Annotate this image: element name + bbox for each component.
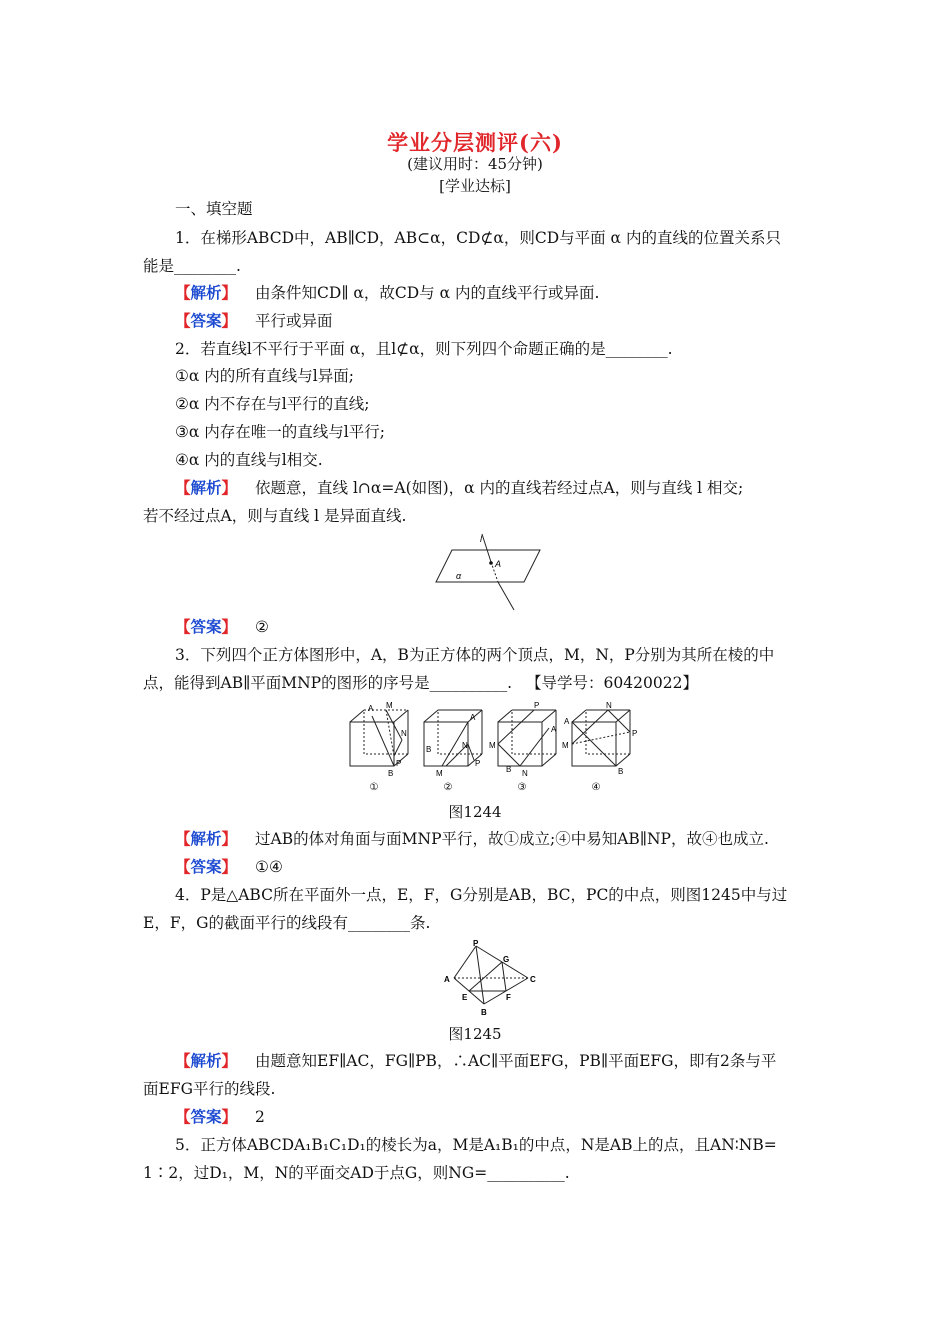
- part-heading: 一、填空题: [175, 200, 253, 218]
- label-a: A: [495, 559, 502, 569]
- q1-answer-text: 平行或异面: [255, 312, 333, 330]
- recommended-time: (建议用时：45分钟): [407, 155, 543, 173]
- q2-option-3: ③α 内存在唯一的直线与l平行;: [175, 423, 385, 441]
- label-l: l: [480, 534, 482, 544]
- cube-number-4: ④: [591, 782, 601, 793]
- q2-analysis-text-1: 依题意，直线 l∩α=A(如图)，α 内的直线若经过点A，则与直线 l 相交;: [255, 479, 744, 497]
- svg-text:M: M: [386, 701, 393, 710]
- figure-caption-1245: 图1245: [448, 1025, 502, 1043]
- label-alpha: α: [456, 571, 462, 581]
- svg-text:B: B: [426, 745, 432, 754]
- cube-figure-2: [424, 710, 482, 778]
- analysis-label: 【解析】: [175, 478, 238, 497]
- q2-analysis: [175, 478, 743, 498]
- label-b: B: [481, 1008, 487, 1017]
- q4-text-line2: E，F，G的截面平行的线段有________条.: [143, 914, 431, 932]
- cube-figure-1: [350, 701, 408, 778]
- q5-text-line2: 1∶2，过D₁，M，N的平面交AD于点G，则NG=__________.: [143, 1164, 570, 1182]
- answer-label: 【答案】: [175, 617, 238, 636]
- svg-text:P: P: [396, 759, 402, 768]
- svg-text:N: N: [462, 741, 468, 750]
- q4-analysis-text-1: 由题意知EF∥AC，FG∥PB，∴AC∥平面EFG，PB∥平面EFG，即有2条与平: [255, 1052, 777, 1070]
- q4-answer-text: 2: [255, 1108, 265, 1126]
- q4-analysis: [175, 1051, 776, 1071]
- label-a: A: [444, 975, 450, 984]
- point-a: [489, 561, 493, 565]
- label-c: C: [530, 975, 536, 984]
- q4-text-line1: 4．P是△ABC所在平面外一点，E，F，G分别是AB，BC，PC的中点，则图1245中与过: [175, 886, 788, 904]
- svg-text:N: N: [606, 701, 612, 710]
- cube-figure-4: [562, 701, 637, 776]
- q2-option-1: ①α 内的所有直线与l异面;: [175, 367, 354, 385]
- answer-label: 【答案】: [175, 311, 238, 330]
- svg-text:N: N: [522, 769, 528, 778]
- cube-number-1: ①: [369, 782, 379, 793]
- q3-guide-number: 【导学号：60420022】: [526, 674, 698, 692]
- q2-answer-text: ②: [255, 618, 269, 636]
- q1-answer: [175, 311, 333, 331]
- svg-text:M: M: [489, 741, 496, 750]
- svg-text:A: A: [564, 717, 570, 726]
- q4-analysis-text-2: 面EFG平行的线段.: [143, 1080, 276, 1098]
- svg-text:A: A: [551, 725, 557, 734]
- cube-number-3: ③: [517, 782, 527, 793]
- tetrahedron-figure: [440, 938, 544, 1018]
- line-l-upper: [482, 534, 491, 562]
- section-label: [学业达标]: [439, 177, 511, 195]
- page-title: 学业分层测评(六): [387, 130, 563, 155]
- q4-answer: [175, 1107, 265, 1127]
- svg-text:B: B: [506, 765, 512, 774]
- q2-answer: [175, 617, 269, 637]
- q1-text-line2: 能是________.: [143, 257, 241, 275]
- svg-text:M: M: [436, 769, 443, 778]
- q1-analysis: [175, 283, 599, 303]
- analysis-label: 【解析】: [175, 283, 238, 302]
- q3-analysis-text: 过AB的体对角面与面MNP平行，故①成立;④中易知AB∥NP，故④也成立.: [255, 830, 769, 848]
- analysis-label: 【解析】: [175, 829, 238, 848]
- svg-text:N: N: [401, 729, 407, 738]
- q3-text-line2-main: 点，能得到AB∥平面MNP的图形的序号是__________.: [143, 674, 513, 692]
- svg-text:B: B: [388, 769, 394, 778]
- q3-answer-text: ①④: [255, 858, 283, 876]
- q2-text: 2．若直线l不平行于平面 α，且l⊄α，则下列四个命题正确的是________.: [175, 340, 673, 358]
- q2-option-2: ②α 内不存在与l平行的直线;: [175, 395, 370, 413]
- q1-analysis-text: 由条件知CD∥ α，故CD与 α 内的直线平行或异面.: [255, 284, 600, 302]
- answer-label: 【答案】: [175, 857, 238, 876]
- analysis-label: 【解析】: [175, 1051, 238, 1070]
- label-e: E: [462, 993, 468, 1002]
- line-l-lower: [498, 582, 514, 610]
- svg-text:M: M: [562, 741, 569, 750]
- label-f: F: [506, 993, 511, 1002]
- cube-figure-3: [489, 701, 557, 778]
- figure-caption-1244: 图1244: [448, 803, 502, 821]
- plane-alpha: [436, 550, 540, 582]
- label-p: P: [473, 939, 479, 948]
- svg-text:A: A: [368, 704, 374, 713]
- q3-answer: [175, 857, 283, 877]
- q2-option-4: ④α 内的直线与l相交.: [175, 451, 323, 469]
- q2-analysis-text-2: 若不经过点A，则与直线 l 是异面直线.: [143, 507, 407, 525]
- svg-text:P: P: [534, 701, 540, 710]
- svg-text:P: P: [475, 759, 481, 768]
- cube-figures: [344, 700, 644, 794]
- label-g: G: [503, 955, 510, 964]
- q3-text-line1: 3．下列四个正方体图形中，A，B为正方体的两个顶点，M，N，P分别为其所在棱的中: [175, 646, 775, 664]
- cube-number-2: ②: [443, 782, 453, 793]
- q3-analysis: [175, 829, 769, 849]
- svg-text:B: B: [618, 767, 624, 776]
- q5-text-line1: 5．正方体ABCDA₁B₁C₁D₁的棱长为a，M是A₁B₁的中点，N是AB上的点，且AN∶NB=: [175, 1136, 777, 1154]
- q3-text-line2: [143, 673, 698, 693]
- answer-label: 【答案】: [175, 1107, 238, 1126]
- svg-text:P: P: [632, 729, 638, 738]
- plane-line-figure: [418, 532, 558, 612]
- svg-text:A: A: [470, 713, 476, 722]
- q1-text-line1: 1．在梯形ABCD中，AB∥CD，AB⊂α，CD⊄α，则CD与平面 α 内的直线的位置关系只: [175, 229, 781, 247]
